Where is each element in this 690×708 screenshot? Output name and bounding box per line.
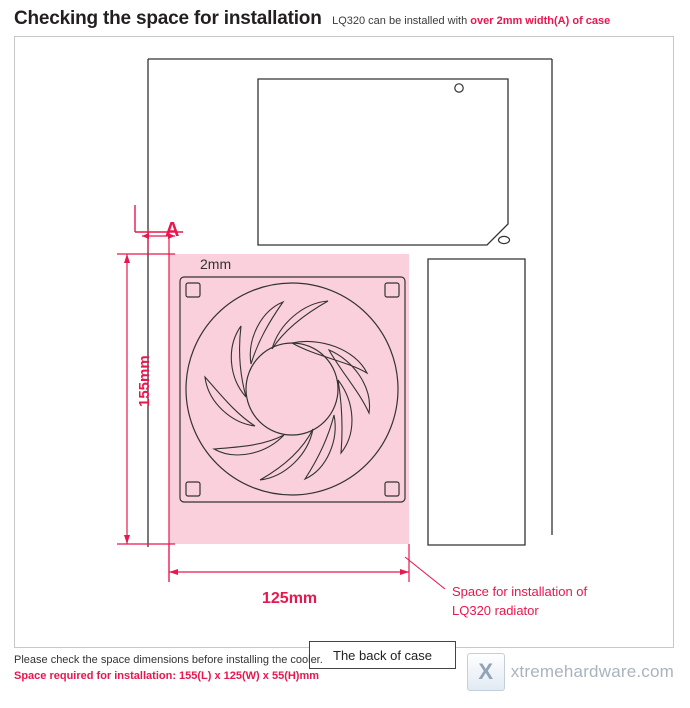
page-title: Checking the space for installation — [14, 8, 322, 29]
watermark-logo-icon: X — [467, 653, 505, 691]
footer-note: Please check the space dimensions before installing the cooler. — [14, 654, 323, 666]
label-155mm: 155mm — [136, 355, 153, 407]
page-subtitle-prefix: LQ320 can be installed with — [332, 15, 471, 27]
label-a: A — [165, 219, 180, 241]
motherboard-outline — [258, 79, 508, 245]
watermark-text: xtremehardware.com — [510, 662, 674, 681]
case-drawing — [15, 37, 675, 649]
dimension-125mm — [169, 544, 409, 582]
space-note-leader — [405, 557, 445, 589]
label-2mm: 2mm — [200, 256, 232, 272]
mount-hole-top — [455, 84, 463, 92]
watermark — [467, 652, 674, 692]
label-125mm: 125mm — [262, 590, 318, 607]
page-subtitle-highlight: over 2mm width(A) of case — [470, 15, 611, 27]
back-of-case-box: The back of case — [309, 641, 456, 669]
space-note-line2: LQ320 radiator — [452, 602, 539, 618]
page-header — [14, 8, 674, 34]
side-bracket-outline — [428, 259, 525, 545]
space-note-line1: Space for installation of — [452, 584, 588, 599]
installation-space-area — [169, 254, 409, 544]
page-subtitle — [332, 15, 610, 27]
label-space-note — [452, 583, 587, 621]
footer-requirement: Space required for installation: 155(L) x 125(W) x 55(H)mm — [14, 670, 320, 682]
mount-hole-bottom — [499, 236, 510, 243]
